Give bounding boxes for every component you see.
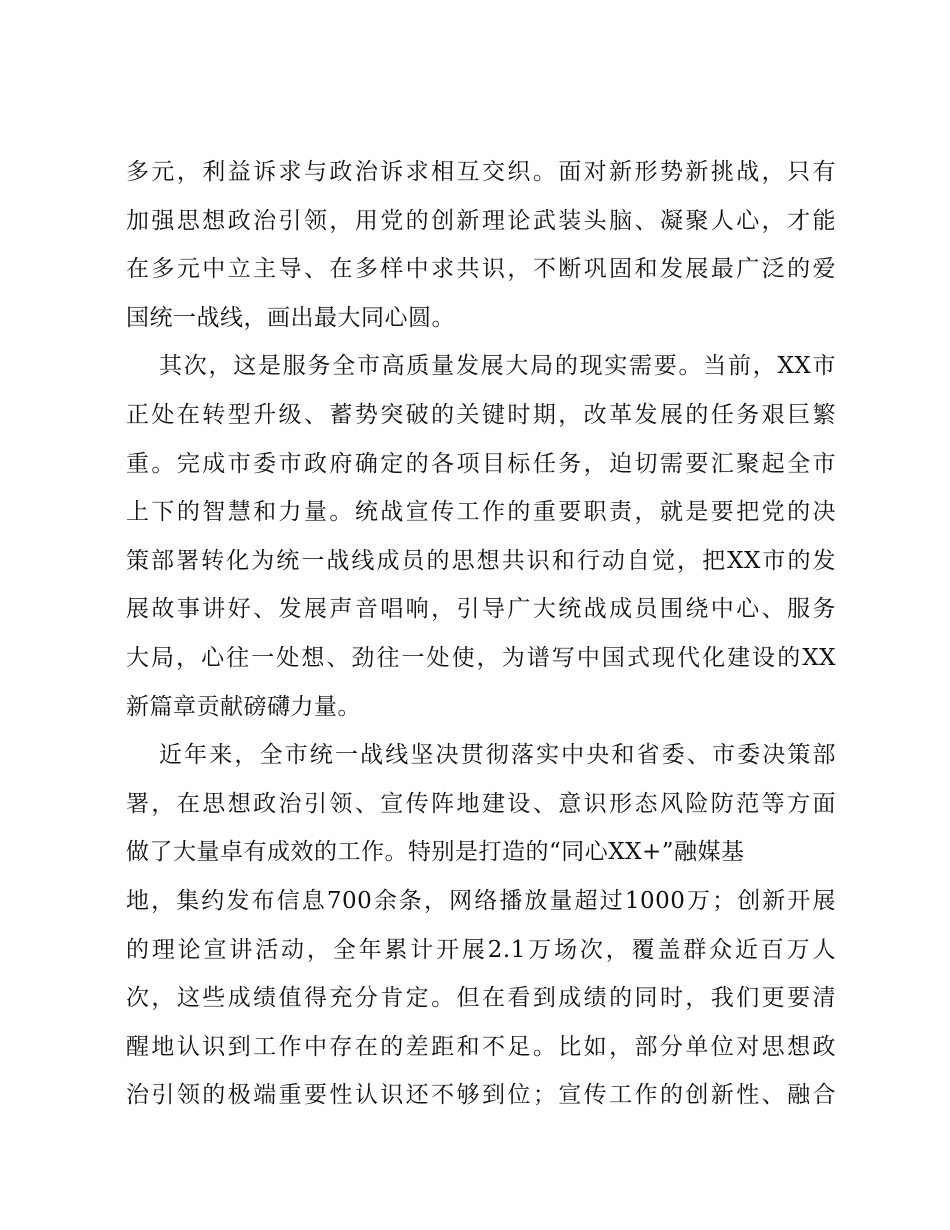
paragraph-first-line: 其次，这是服务全市高质量发展大局的现实需要。当前，XX市 — [159, 353, 836, 380]
body-text — [126, 148, 836, 1120]
text-line: 加强思想政治引领，用党的创新理论武装头脑、凝聚人心，才能 — [126, 207, 836, 234]
text-line: 做了大量卓有成效的工作。特别是打造的“同心XX+”融媒基 — [126, 839, 745, 866]
text-line: 多元，利益诉求与政治诉求相互交织。面对新形势新挑战，只有 — [126, 159, 836, 185]
text-line: 次，这些成绩值得充分肯定。但在看到成绩的同时，我们更要清 — [126, 985, 836, 1012]
text-line: 策部署转化为统一战线成员的思想共识和行动自觉，把XX市的发 — [126, 547, 836, 574]
paragraph-first-line: 近年来，全市统一战线坚决贯彻落实中央和省委、市委决策部 — [159, 742, 836, 769]
text-line: 国统一战线，画出最大同心圆。 — [126, 304, 455, 331]
text-line: 的理论宣讲活动，全年累计开展2.1万场次，覆盖群众近百万人 — [126, 936, 836, 963]
text-line: 上下的智慧和力量。统战宣传工作的重要职责，就是要把党的决 — [126, 499, 836, 526]
text-line: 署，在思想政治引领、宣传阵地建设、意识形态风险防范等方面 — [126, 790, 836, 817]
text-line: 在多元中立主导、在多样中求共识，不断巩固和发展最广泛的爱 — [126, 256, 836, 283]
text-line: 醒地认识到工作中存在的差距和不足。比如，部分单位对思想政 — [126, 1033, 836, 1060]
text-line: 重。完成市委市政府确定的各项目标任务，迫切需要汇聚起全市 — [126, 450, 836, 477]
text-line: 地，集约发布信息700余条，网络播放量超过1000万；创新开展 — [126, 887, 836, 914]
text-line: 大局，心往一处想、劲往一处使，为谱写中国式现代化建设的XX — [126, 644, 836, 671]
text-line: 正处在转型升级、蓄势突破的关键时期，改革发展的任务艰巨繁 — [126, 401, 836, 428]
text-line: 新篇章贡献磅礴力量。 — [126, 693, 361, 720]
text-line: 展故事讲好、发展声音唱响，引导广大统战成员围绕中心、服务 — [126, 596, 836, 623]
text-line: 治引领的极端重要性认识还不够到位；宣传工作的创新性、融合 — [126, 1082, 836, 1109]
